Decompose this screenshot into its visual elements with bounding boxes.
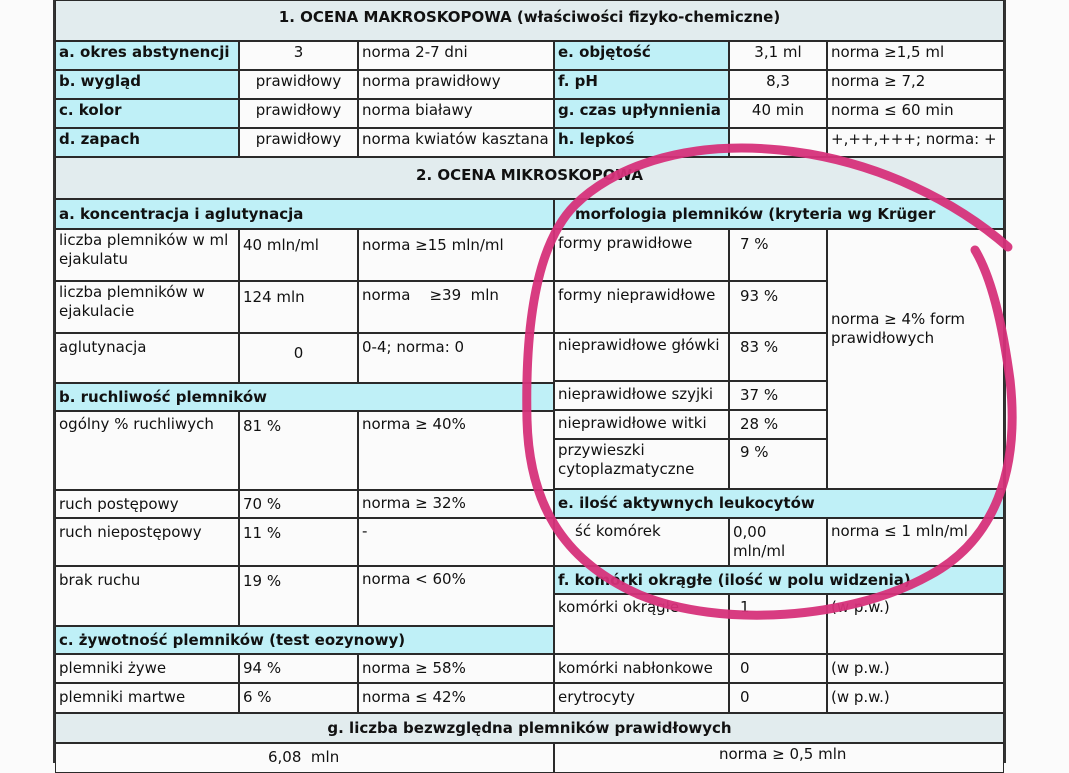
absolute-count-title: g. liczba bezwzględna plemników prawidłowych xyxy=(55,713,1004,743)
leukocytes-norm: norma ≤ 1 mln/ml xyxy=(827,518,1004,566)
absolute-count-norm: norma ≥ 0,5 mln xyxy=(554,743,1004,773)
round-cells-norm: (w p.w.) xyxy=(827,594,1004,654)
concentration-title: a. koncentracja i aglutynacja xyxy=(55,199,554,229)
live-sperm-value: 94 % xyxy=(239,654,358,683)
epithelial-cells-value: 0 xyxy=(729,654,827,683)
appearance-norm: norma prawidłowy xyxy=(358,70,554,99)
section1-title: 1. OCENA MAKROSKOPOWA (właściwości fizyko-chemiczne) xyxy=(55,0,1004,41)
agglutination-value: 0 xyxy=(239,333,358,383)
abstinence-value: 3 xyxy=(239,41,358,70)
viscosity-norm: +,++,+++; norma: + xyxy=(827,128,1004,157)
abstinence-norm: norma 2-7 dni xyxy=(358,41,554,70)
volume-label: e. objętość xyxy=(554,41,729,70)
color-norm: norma białawy xyxy=(358,99,554,128)
smell-label: d. zapach xyxy=(55,128,239,157)
total-count-norm: norma ≥39 mln xyxy=(358,281,554,333)
abnormal-forms-value: 93 % xyxy=(729,281,827,333)
smell-value: prawidłowy xyxy=(239,128,358,157)
non-progressive-label: ruch niepostępowy xyxy=(55,518,239,566)
agglutination-norm: 0-4; norma: 0 xyxy=(358,333,554,383)
abnormal-forms-label: formy nieprawidłowe xyxy=(554,281,729,333)
appearance-value: prawidłowy xyxy=(239,70,358,99)
live-sperm-label: plemniki żywe xyxy=(55,654,239,683)
leukocytes-label: ść komórek xyxy=(554,518,729,566)
leukocytes-value: 0,00 mln/ml xyxy=(729,518,827,566)
live-sperm-norm: norma ≥ 58% xyxy=(358,654,554,683)
ph-value: 8,3 xyxy=(729,70,827,99)
immotile-label: brak ruchu xyxy=(55,566,239,626)
normal-forms-label: formy prawidłowe xyxy=(554,229,729,281)
cytoplasmic-droplets-label: przywieszki cytoplazmatyczne xyxy=(554,439,729,489)
abnormal-necks-label: nieprawidłowe szyjki xyxy=(554,381,729,410)
leukocytes-title: e. ilość aktywnych leukocytów xyxy=(554,489,1004,518)
erythrocytes-value: 0 xyxy=(729,683,827,713)
viscosity-value xyxy=(729,128,827,157)
morphology-title: morfologia plemników (kryteria wg Krüger xyxy=(554,199,1004,229)
total-motility-value: 81 % xyxy=(239,411,358,490)
epithelial-cells-label: komórki nabłonkowe xyxy=(554,654,729,683)
abnormal-heads-label: nieprawidłowe główki xyxy=(554,333,729,381)
right-border xyxy=(1004,0,1006,763)
ph-norm: norma ≥ 7,2 xyxy=(827,70,1004,99)
progressive-label: ruch postępowy xyxy=(55,490,239,518)
color-label: c. kolor xyxy=(55,99,239,128)
total-motility-norm: norma ≥ 40% xyxy=(358,411,554,490)
normal-forms-value: 7 % xyxy=(729,229,827,281)
ph-label: f. pH xyxy=(554,70,729,99)
dead-sperm-value: 6 % xyxy=(239,683,358,713)
smell-norm: norma kwiatów kasztana xyxy=(358,128,554,157)
appearance-label: b. wygląd xyxy=(55,70,239,99)
abnormal-tails-label: nieprawidłowe witki xyxy=(554,410,729,439)
color-value: prawidłowy xyxy=(239,99,358,128)
abnormal-heads-value: 83 % xyxy=(729,333,827,381)
total-count-label: liczba plemników w ejakulacie xyxy=(55,281,239,333)
count-per-ml-norm: norma ≥15 mln/ml xyxy=(358,229,554,281)
agglutination-label: aglutynacja xyxy=(55,333,239,383)
abnormal-tails-value: 28 % xyxy=(729,410,827,439)
total-motility-label: ogólny % ruchliwych xyxy=(55,411,239,490)
cytoplasmic-droplets-value: 9 % xyxy=(729,439,827,489)
volume-norm: norma ≥1,5 ml xyxy=(827,41,1004,70)
dead-sperm-norm: norma ≤ 42% xyxy=(358,683,554,713)
absolute-count-value: 6,08 mln xyxy=(55,743,554,773)
epithelial-cells-norm: (w p.w.) xyxy=(827,654,1004,683)
progressive-value: 70 % xyxy=(239,490,358,518)
dead-sperm-label: plemniki martwe xyxy=(55,683,239,713)
motility-title: b. ruchliwość plemników xyxy=(55,383,554,411)
non-progressive-norm: - xyxy=(358,518,554,566)
progressive-norm: norma ≥ 32% xyxy=(358,490,554,518)
volume-value: 3,1 ml xyxy=(729,41,827,70)
count-per-ml-label: liczba plemników w ml ejakulatu xyxy=(55,229,239,281)
erythrocytes-norm: (w p.w.) xyxy=(827,683,1004,713)
total-count-value: 124 mln xyxy=(239,281,358,333)
non-progressive-value: 11 % xyxy=(239,518,358,566)
liquefaction-label: g. czas upłynnienia xyxy=(554,99,729,128)
round-cells-value: 1 xyxy=(729,594,827,654)
abnormal-necks-value: 37 % xyxy=(729,381,827,410)
count-per-ml-value: 40 mln/ml xyxy=(239,229,358,281)
liquefaction-value: 40 min xyxy=(729,99,827,128)
immotile-value: 19 % xyxy=(239,566,358,626)
section2-title: 2. OCENA MIKROSKOPOWA xyxy=(55,157,1004,199)
vitality-title: c. żywotność plemników (test eozynowy) xyxy=(55,626,554,654)
round-cells-title: f. komórki okrągłe (ilość w polu widzenia) xyxy=(554,566,1004,594)
viscosity-label: h. lepkoś xyxy=(554,128,729,157)
morphology-norm: norma ≥ 4% form prawidłowych xyxy=(827,229,1004,489)
liquefaction-norm: norma ≤ 60 min xyxy=(827,99,1004,128)
erythrocytes-label: erytrocyty xyxy=(554,683,729,713)
abstinence-label: a. okres abstynencji xyxy=(55,41,239,70)
immotile-norm: norma < 60% xyxy=(358,566,554,626)
round-cells-label: komórki okrągłe xyxy=(554,594,729,654)
